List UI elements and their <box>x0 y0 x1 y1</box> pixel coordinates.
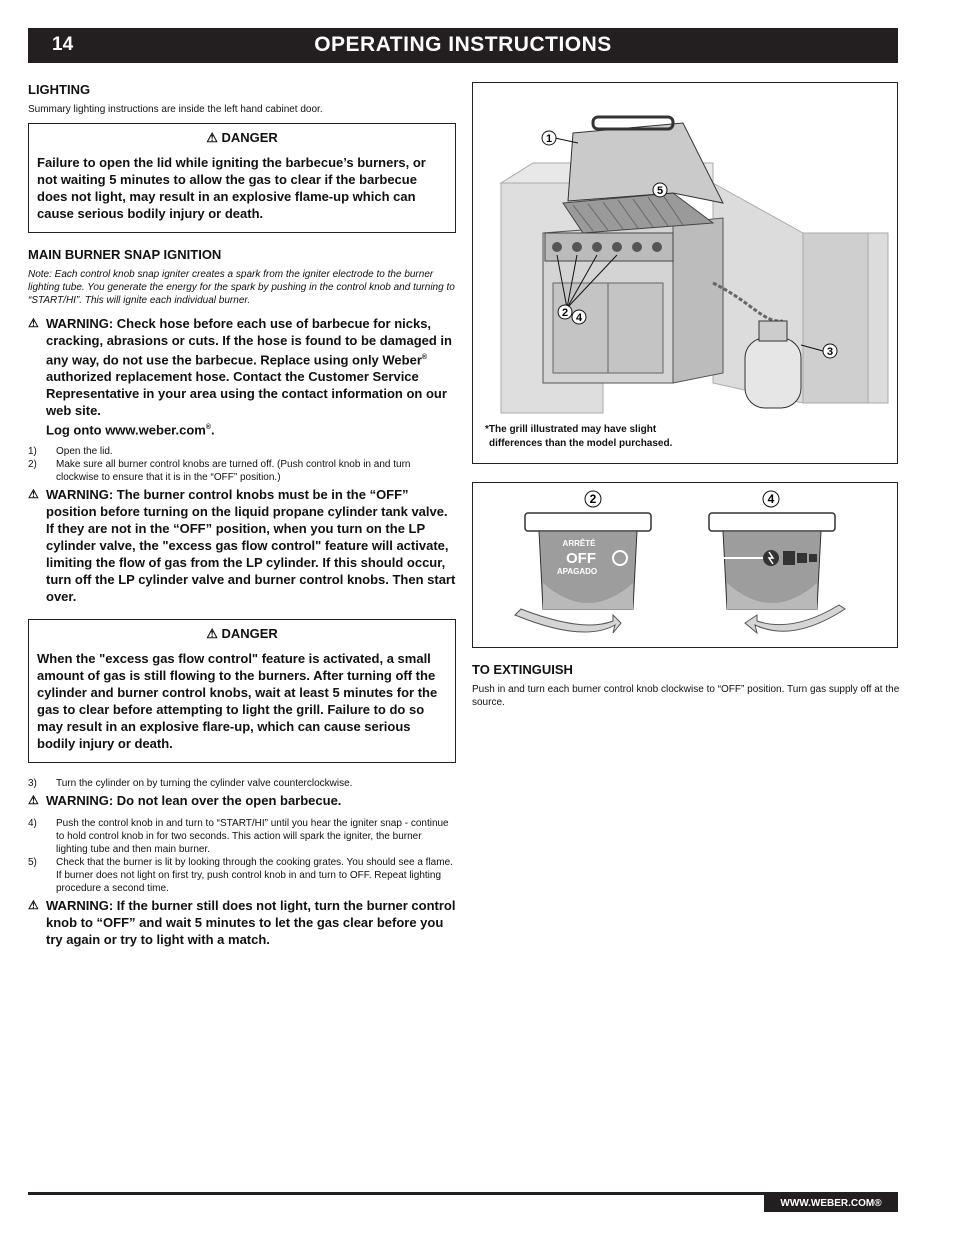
warning-triangle-icon: ⚠ <box>206 130 218 145</box>
list-item: 3) Turn the cylinder on by turning the cylinder valve counterclockwise. <box>28 777 353 789</box>
knob-illustration <box>472 482 898 648</box>
left-column <box>28 82 456 954</box>
svg-text:4: 4 <box>575 312 583 324</box>
steps-list-b <box>28 817 456 895</box>
svg-text:OFF: OFF <box>566 550 596 567</box>
svg-text:5: 5 <box>656 185 664 197</box>
callout-1 <box>542 131 556 145</box>
callout-2 <box>558 305 572 319</box>
svg-text:4: 4 <box>767 492 775 506</box>
svg-text:2: 2 <box>561 307 569 319</box>
lighting-heading: LIGHTING <box>28 82 91 97</box>
warning-triangle-icon: ⚠ <box>28 792 39 807</box>
warning-hose: ⚠ WARNING: Check hose before each use of barbecue for nicks, cracking, abrasions or cuts. If the hose is found to be damaged in any way, do not use the barbecue. Replace using only Weber® authorized replacement hose. Contact the Customer Service Representative in your area using the contact information on our web site. Log onto www.weber.com®. <box>28 316 452 438</box>
danger-heading <box>37 130 447 146</box>
extinguish-text: Push in and turn each burner control knob clockwise to “OFF” position. Turn gas supply off at the source. <box>472 684 900 708</box>
knob-start-position <box>709 513 845 633</box>
warning-triangle-icon: ⚠ <box>206 625 218 641</box>
svg-text:2: 2 <box>589 492 597 506</box>
page-number: 14 <box>52 34 74 55</box>
danger-label: DANGER <box>221 625 278 641</box>
warning-still-not-lit: ⚠ WARNING: If the burner still does not light, turn the burner control knob to “OFF” and wait 5 minutes to let the gas clear before you try again or try to light with a match. <box>28 897 456 947</box>
list-item: 2) Make sure all burner control knobs are turned off. (Push control knob in and turn clockwise to ensure that it is in the “OFF” position.) <box>28 458 411 483</box>
grill-illustration <box>472 82 898 464</box>
callout-2 <box>585 491 601 507</box>
danger-text: When the "excess gas flow control" feature is activated, a small amount of gas is still flowing to the burners. After turning off the cylinder and burner control knobs, wait at least 5 minutes for the gas to clear before attempting to light the grill. Failure to do so may result in an explosive flare-up, which can cause serious bodily injury or death. <box>37 650 438 751</box>
danger-text: Failure to open the lid while igniting the barbecue’s burners, or not waiting 5 minutes to allow the gas to clear if the barbecue does not light, may result in an explosive flame-up which can cause serious bodily injury or death. <box>37 155 426 221</box>
footer-url: WWW.WEBER.COM® <box>764 1195 898 1212</box>
snap-ignition-note: Note: Each control knob snap igniter creates a spark from the igniter electrode to the burner lighting tube. You generate the energy for the spark by pushing in the control knob and turning to “START/HI”. This will ignite each individual burner. <box>28 269 455 306</box>
danger-box-gas-flow <box>28 619 456 763</box>
callout-5 <box>653 183 667 197</box>
callout-4 <box>763 491 779 507</box>
warning-triangle-icon: ⚠ <box>28 486 39 501</box>
list-item: 4) Push the control knob in and turn to “START/HI” until you hear the igniter snap - continue to hold control knob in for two seconds. This action will spark the igniter, the burner lighting tube and then main burner. <box>28 817 449 855</box>
warning-triangle-icon: ⚠ <box>28 316 39 330</box>
extinguish-heading: TO EXTINGUISH <box>472 662 573 677</box>
danger-heading <box>37 626 447 642</box>
knob-drawing <box>473 483 897 647</box>
knob-off-position <box>515 513 651 633</box>
list-item: 5) Check that the burner is lit by looking through the cooking grates. You should see a flame. If burner does not light on first try, push control knob in and turn to OFF. Repeat lighting procedure a second time. <box>28 856 453 894</box>
danger-label: DANGER <box>221 130 278 145</box>
svg-text:APAGADO: APAGADO <box>556 567 598 576</box>
svg-text:ARRÊTÉ: ARRÊTÉ <box>562 539 596 548</box>
grill-caption: *The grill illustrated may have slight differences than the model purchased. <box>485 424 673 449</box>
callout-4 <box>572 310 586 324</box>
steps-list-a <box>28 445 456 484</box>
danger-box-lid <box>28 123 456 233</box>
warning-knobs-off: ⚠ WARNING: The burner control knobs must be in the “OFF” position before turning on the liquid propane cylinder tank valve. If they are not in the “OFF” position, when you turn on the LP cylinder valve, the "excess gas flow control" feature will activate, limiting the flow of gas from the LP cylinder. If this should occur, turn off the LP cylinder valve and burner control knobs. Then start over. <box>28 486 456 604</box>
svg-text:1: 1 <box>545 133 553 145</box>
right-column <box>472 82 900 709</box>
grill-drawing <box>473 83 897 423</box>
lighting-summary: Summary lighting instructions are inside the left hand cabinet door. <box>28 104 323 115</box>
snap-ignition-heading: MAIN BURNER SNAP IGNITION <box>28 247 222 262</box>
page-header <box>28 28 898 63</box>
warning-triangle-icon: ⚠ <box>28 897 39 912</box>
page-title: OPERATING INSTRUCTIONS <box>314 33 612 56</box>
steps-list-3 <box>28 777 456 790</box>
warning-lean: ⚠ WARNING: Do not lean over the open barbecue. <box>28 792 342 808</box>
callout-3 <box>823 344 837 358</box>
svg-text:3: 3 <box>826 346 834 358</box>
list-item: 1) Open the lid. <box>28 445 113 457</box>
